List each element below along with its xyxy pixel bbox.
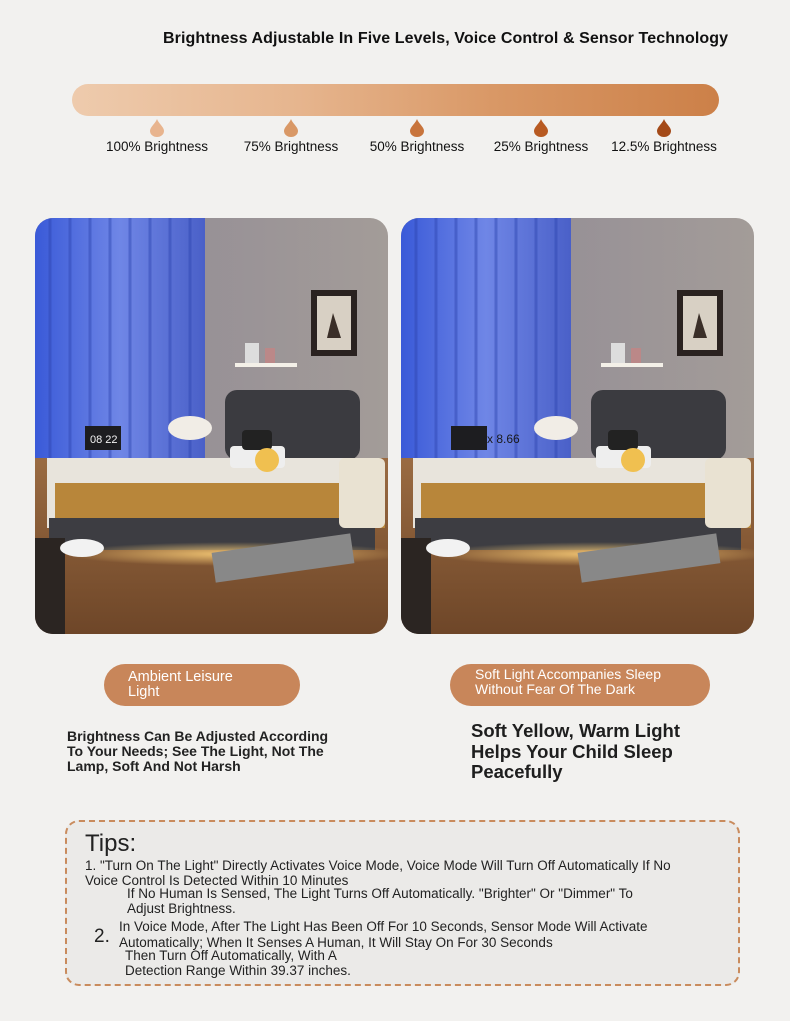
right-desc-line2: Helps Your Child Sleep xyxy=(471,740,673,762)
brightness-level-label: 100% Brightness xyxy=(105,139,209,154)
brightness-level xyxy=(476,119,606,154)
right-desc-line1: Soft Yellow, Warm Light xyxy=(471,720,680,741)
brightness-level-label: 25% Brightness xyxy=(493,139,589,154)
brightness-level xyxy=(92,119,222,154)
flame-drop-icon xyxy=(534,119,548,137)
flame-drop-icon xyxy=(150,119,164,137)
soft-light-pill xyxy=(450,664,710,706)
left-desc-line2: To Your Needs; See The Light, Not The xyxy=(67,743,324,759)
right-desc-line3: Peacefully xyxy=(471,761,563,782)
right-pill-line1: Soft Light Accompanies Sleep xyxy=(475,666,662,682)
tip2-line3: Then Turn Off Automatically, With A xyxy=(125,948,337,963)
left-description xyxy=(67,729,357,774)
tip2-line4: Detection Range Within 39.37 inches. xyxy=(125,963,351,978)
right-pill-line2: Without Fear Of The Dark xyxy=(475,681,636,697)
flame-drop-icon xyxy=(410,119,424,137)
brightness-level-label: 12.5% Brightness xyxy=(611,139,717,154)
tip2-line1: In Voice Mode, After The Light Has Been Off For 10 Seconds, Sensor Mode Will Activate xyxy=(119,919,648,934)
flame-drop-icon xyxy=(284,119,298,137)
headline: Brightness Adjustable In Five Levels, Voice Control & Sensor Technology xyxy=(163,30,729,47)
tips-title: Tips: xyxy=(85,830,137,857)
right-clock-text: x 8.66 xyxy=(487,432,520,446)
tip1-line2: Voice Control Is Detected Within 10 Minutes xyxy=(85,873,349,888)
left-clock-text: 08 22 xyxy=(90,434,118,446)
flame-drop-icon xyxy=(657,119,671,137)
left-pill-line1: Ambient Leisure xyxy=(128,669,233,685)
left-pill-line2: Light xyxy=(128,684,160,700)
brightness-level xyxy=(599,119,729,154)
right-description xyxy=(471,721,711,783)
bedroom-photo-soft xyxy=(401,218,754,634)
brightness-level-label: 75% Brightness xyxy=(243,139,339,154)
brightness-gradient-bar xyxy=(72,84,719,116)
ambient-leisure-pill xyxy=(104,664,300,706)
tip1-line1: 1. "Turn On The Light" Directly Activates Voice Mode, Voice Mode Will Turn Off Automatically If No xyxy=(85,858,671,873)
tip1-line3: If No Human Is Sensed, The Light Turns Off Automatically. "Brighter" Or "Dimmer" To xyxy=(127,886,633,901)
brightness-level-label: 50% Brightness xyxy=(369,139,465,154)
tip2-line2: Automatically; When It Senses A Human, It Will Stay On For 30 Seconds xyxy=(119,935,553,950)
tip1-line4: Adjust Brightness. xyxy=(127,901,236,916)
brightness-level xyxy=(226,119,356,154)
left-desc-line3: Lamp, Soft And Not Harsh xyxy=(67,758,241,774)
tip2-number: 2. xyxy=(94,926,110,947)
bedroom-photo-ambient xyxy=(35,218,388,634)
brightness-level xyxy=(352,119,482,154)
tips-box xyxy=(65,820,740,986)
left-desc-line1: Brightness Can Be Adjusted According xyxy=(67,728,329,744)
